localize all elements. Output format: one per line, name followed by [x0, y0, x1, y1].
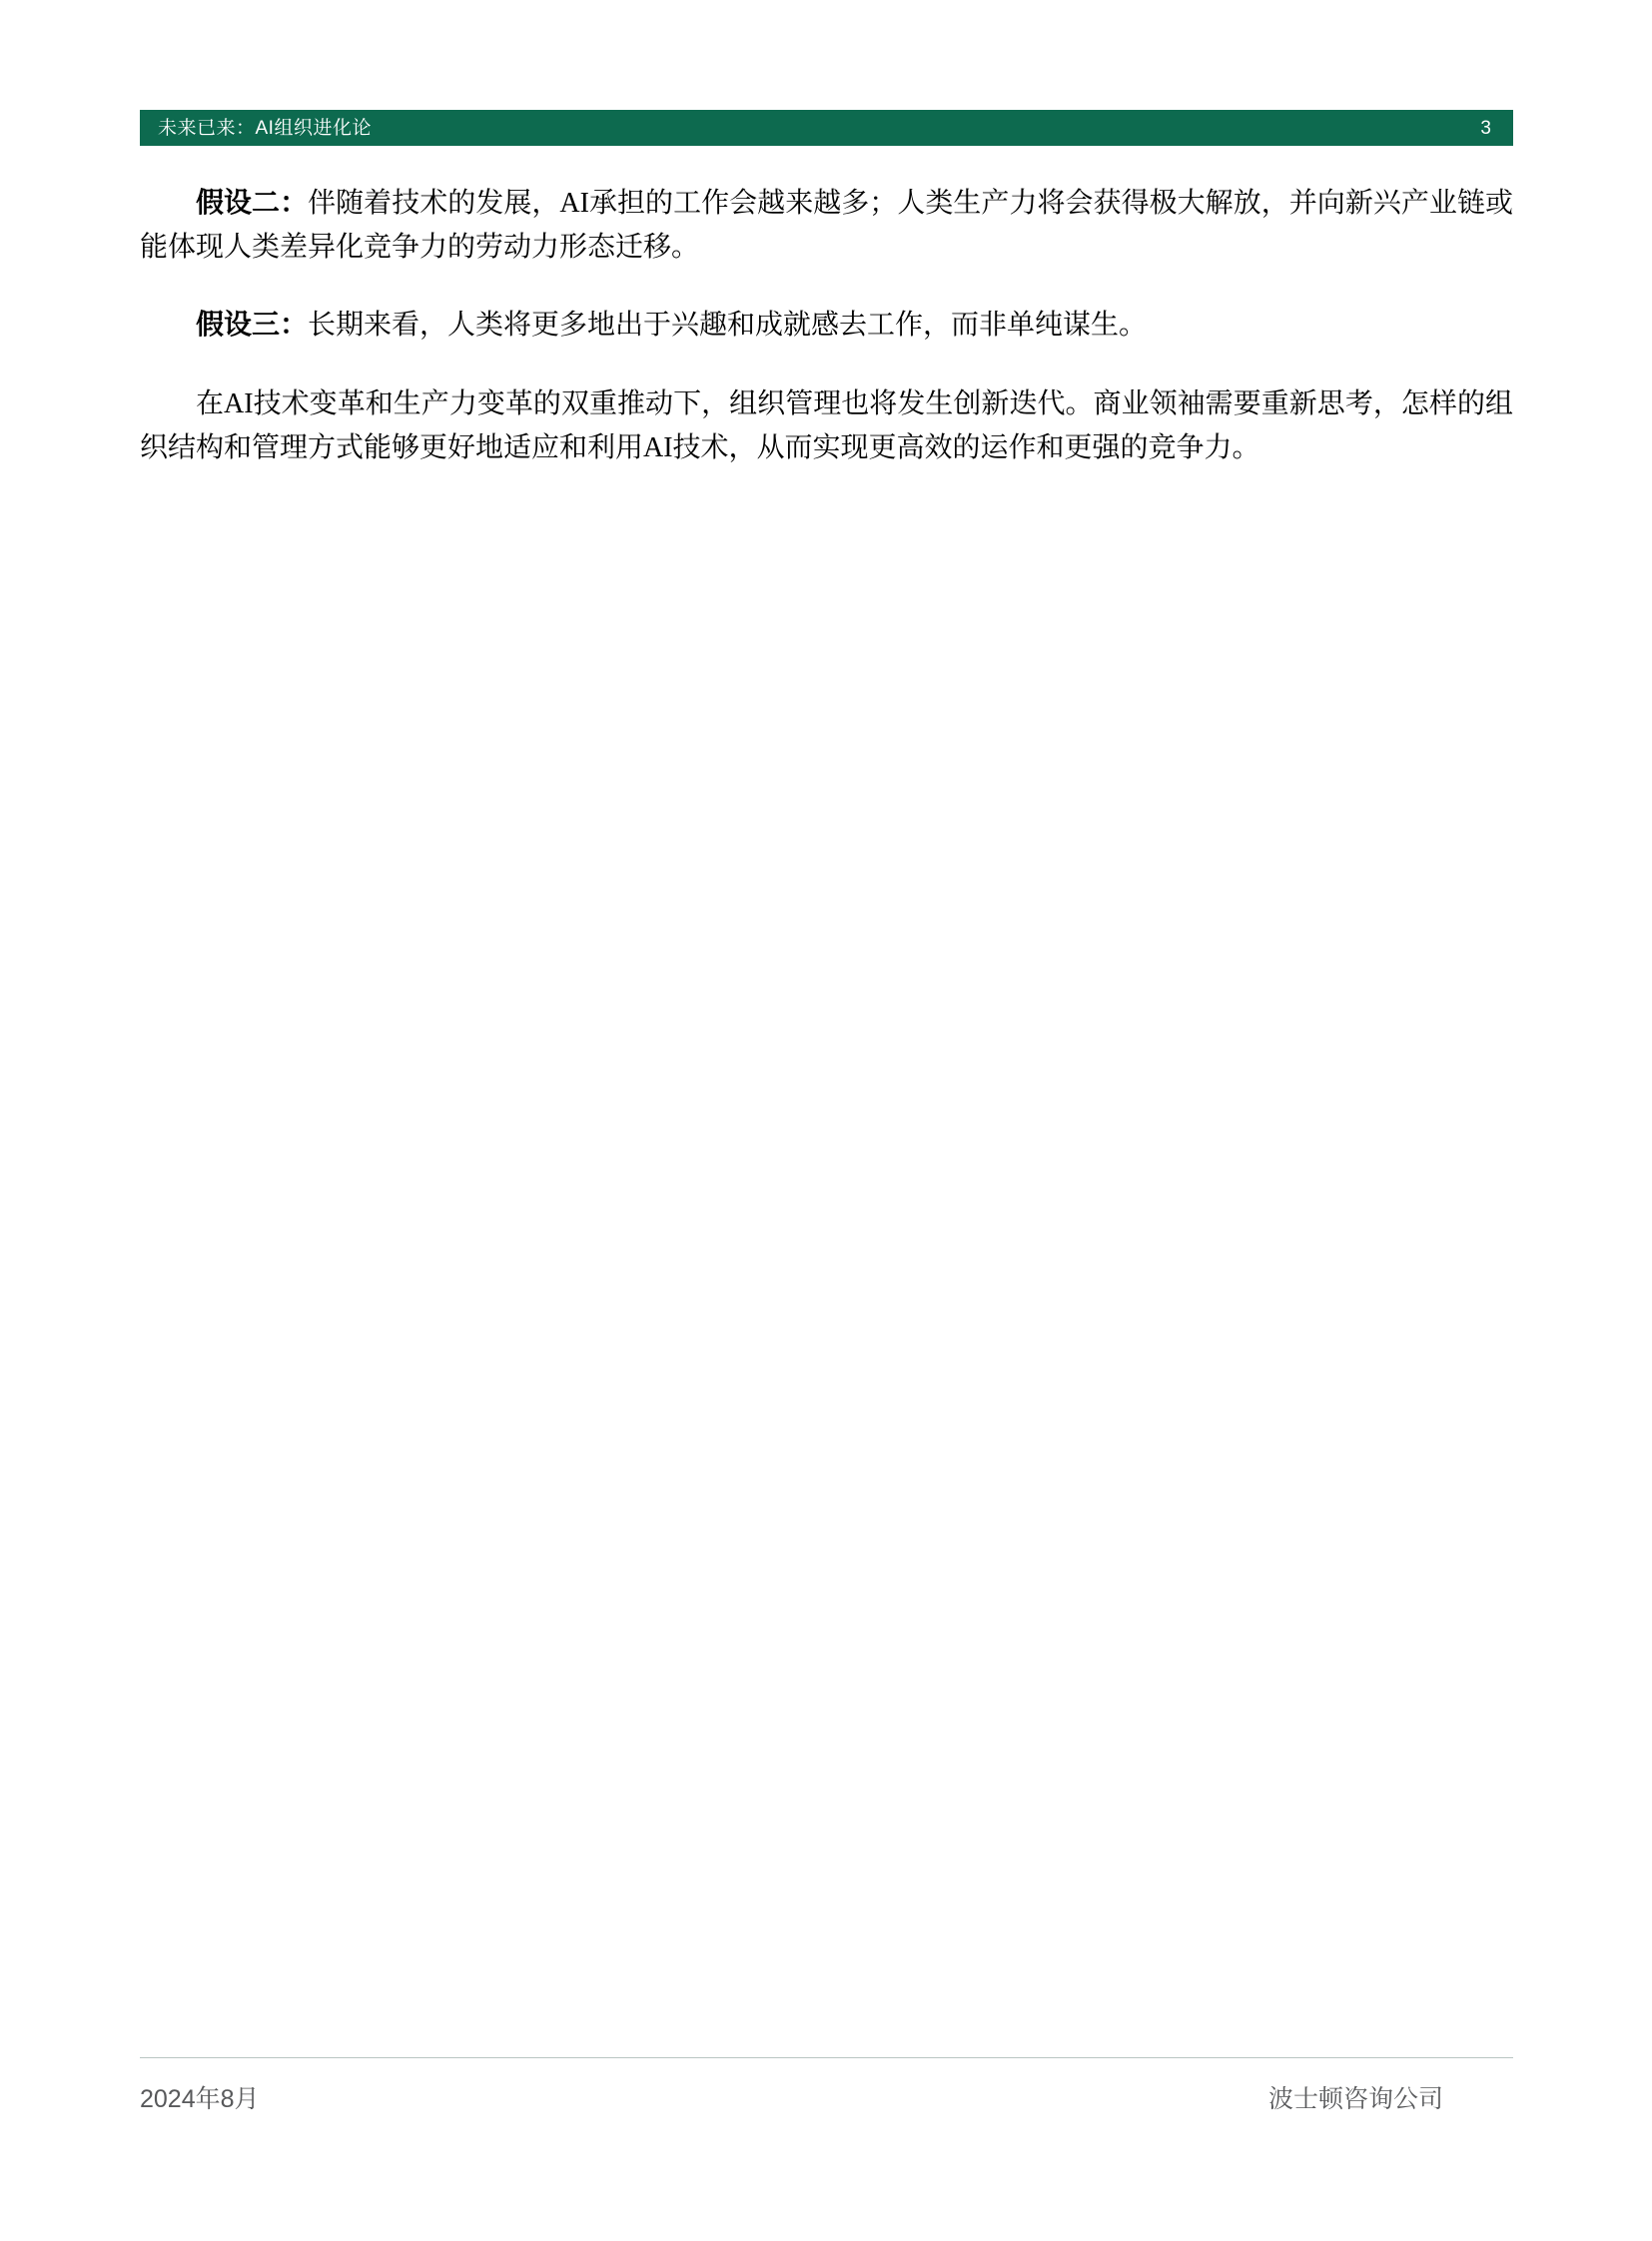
paragraph-text: 长期来看，人类将更多地出于兴趣和成就感去工作，而非单纯谋生。 [308, 310, 1148, 342]
page-header-bar [140, 110, 1513, 146]
footer-date: 2024年8月 [140, 2085, 260, 2113]
paragraph-text: 伴随着技术的发展，AI承担的工作会越来越多；人类生产力将会获得极大解放，并向新兴产业链或能体现人类差异化竞争力的劳动力形态迁移。 [140, 188, 1513, 264]
paragraph-lead: 假设二： [196, 188, 309, 219]
paragraph [140, 182, 1513, 270]
page-number: 3 [1480, 117, 1491, 139]
document-title: 未来已来：AI组织进化论 [158, 117, 372, 139]
paragraph-text: 在AI技术变革和生产力变革的双重推动下，组织管理也将发生创新迭代。商业领袖需要重新思考，怎样的组织结构和管理方式能够更好地适应和利用AI技术，从而实现更高效的运作和更强的竞争力。 [140, 387, 1513, 463]
footer-divider [140, 2057, 1513, 2058]
paragraph-lead: 假设三： [196, 310, 309, 342]
paragraph [140, 382, 1513, 470]
footer-company: 波士顿咨询公司 [1267, 2085, 1443, 2113]
paragraph [140, 304, 1513, 348]
document-body [140, 182, 1513, 470]
page-footer [140, 2079, 1513, 2115]
